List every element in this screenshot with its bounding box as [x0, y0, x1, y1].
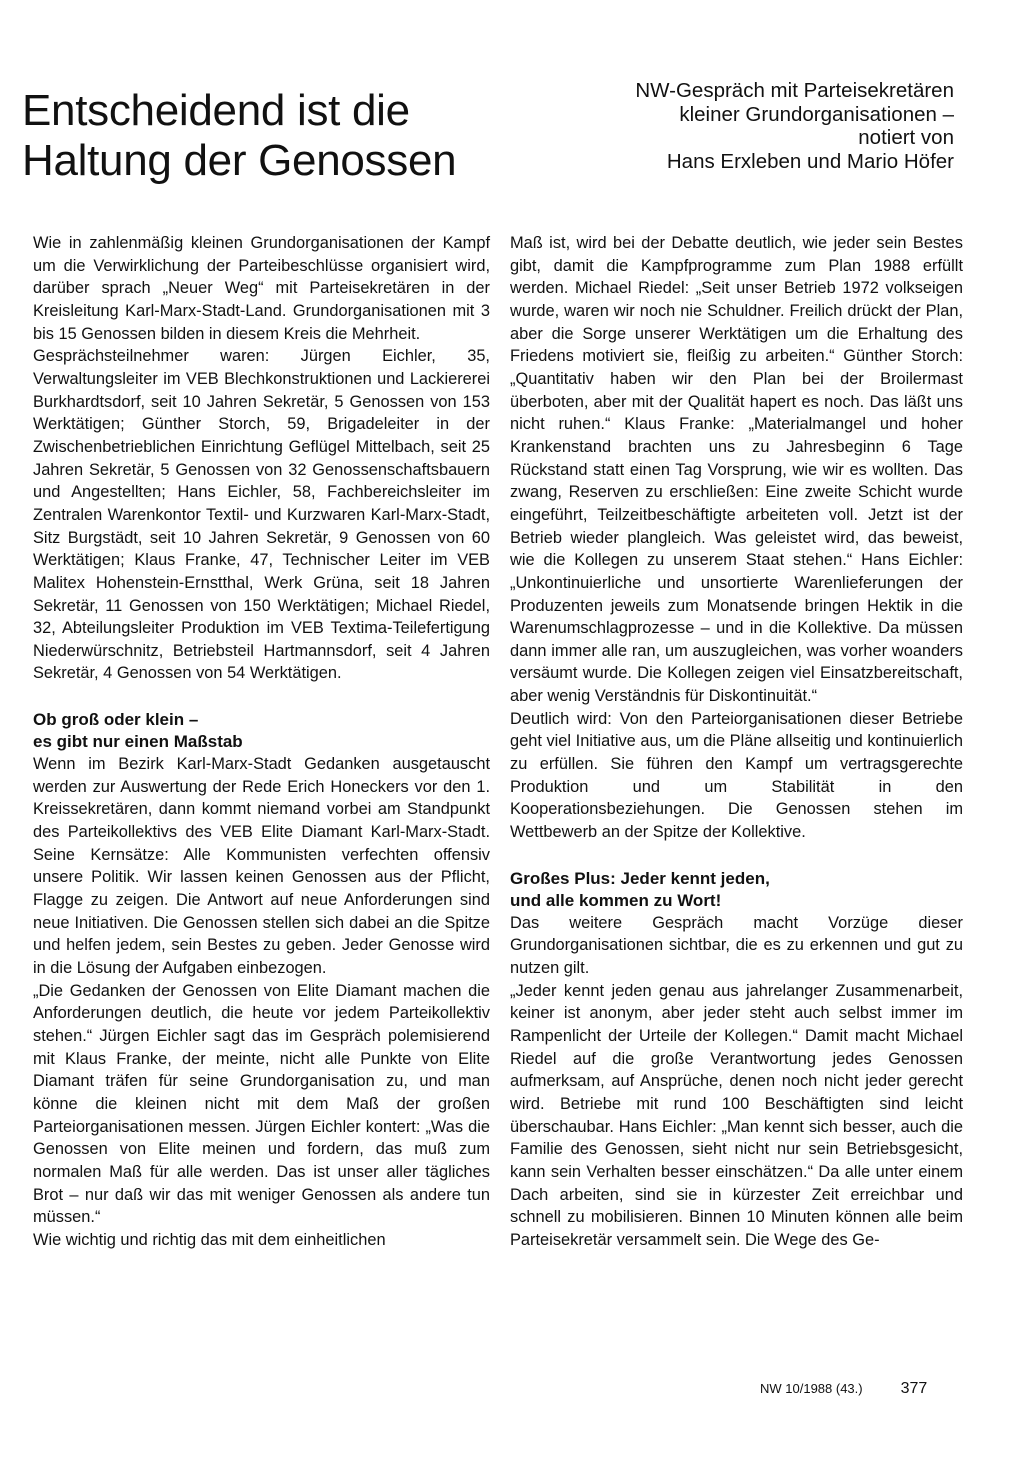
- participants-paragraph: Gesprächsteilnehmer waren: Jürgen Eichler, 35, Verwaltungsleiter im VEB Blechkonstruktionen und Lackiererei Burkhardtsdorf, seit 10 Jahren Sekretär, 5 Genossen von 153 Werktätigen; Günther Storch, 59, Brigadeleiter in der Zwischenbetrieblichen Einrichtung Geflügel Mittelbach, seit 25 Jahren Sekretär, 5 Genossen von 32 Genossenschaftsbauern und Angestellten; Hans Eichler, 58, Fachbereichsleiter im Zentralen Warenkontor Textil- und Kurzwaren Karl-Marx-Stadt, Sitz Burgstädt, seit 10 Jahren Sekretär, 9 Genossen von 60 Werktätigen; Klaus Franke, 47, Technischer Leiter im VEB Malitex Hohenstein-Ernstthal, Werk Grüna, seit 18 Jahren Sekretär, 11 Genossen von 150 Werktätigen; Michael Riedel, 32, Abteilungsleiter Produktion im VEB Textima-Teilefertigung Niederwürschnitz, Betriebsteil Hartmannsdorf, seit 4 Jahren Sekretär, 4 Genossen von 54 Werktätigen.: [33, 347, 490, 683]
- subtitle-line: NW-Gespräch mit Parteisekretären: [635, 79, 954, 102]
- article-title-line: Entscheidend ist die: [22, 86, 410, 135]
- section-heading: [33, 709, 490, 753]
- section-heading-line: es gibt nur einen Maßstab: [33, 732, 243, 752]
- subtitle-line: notiert von: [858, 126, 954, 149]
- section-heading-line: Ob groß oder klein –: [33, 710, 199, 730]
- article-subtitle: [514, 79, 954, 173]
- section-heading-line: Großes Plus: Jeder kennt jeden,: [510, 868, 770, 888]
- article-title-line: Haltung der Genossen: [22, 136, 457, 185]
- body-paragraph: Das weitere Gespräch macht Vorzüge dieser Grundorganisationen sichtbar, die es zu erkennen und gut zu nutzen gilt.: [510, 913, 963, 978]
- body-paragraph: Deutlich wird: Von den Parteiorganisationen dieser Betriebe geht viel Initiative aus, um die Pläne allseitig und kontinuierlich zu erfüllen. Sie führen den Kampf um vertragsgerechte Produktion und um Stabilität in den Kooperationsbeziehungen. Die Genossen stehen im Wettbewerb an der Spitze der Kollektive.: [510, 709, 963, 842]
- body-paragraph: „Jeder kennt jeden genau aus jahrelanger Zusammenarbeit, keiner ist anonym, aber jeder steht auch selbst immer im Rampenlicht der Urteile der Kollegen.“ Damit macht Michael Riedel auf die große Verantwortung jedes Genossen aufmerksam, auf Ansprüche, denen noch nicht jeder gerecht wird. Betriebe mit rund 100 Beschäftigten sind leicht überschaubar. Hans Eichler: „Man kennt sich besser, auch die Familie des Genossen, sieht nicht nur sein Betriebsgesicht, kann sein Verhalten besser einschätzen.“ Da alle unter einem Dach arbeiten, sind sie in kürzester Zeit erreichbar und schnell zu mobilisieren. Binnen 10 Minuten können alle beim Parteisekretär versammelt sein. Die Wege des Ge-: [510, 981, 963, 1249]
- issue-label: NW 10/1988 (43.): [760, 1381, 863, 1396]
- article-title: [22, 86, 502, 186]
- section-heading: [510, 868, 963, 912]
- body-paragraph: Wenn im Bezirk Karl-Marx-Stadt Gedanken ausgetauscht werden zur Auswertung der Rede Erich Honeckers vor den 1. Kreissekretären, dann kommt niemand vorbei am Standpunkt des Parteikollektivs des VEB Elite Diamant Karl-Marx-Stadt. Seine Kernsätze: Alle Kommunisten verfechten offensiv unsere Politik. Wir lassen keinen Genossen aus der Pflicht, Flagge zu zeigen. Die Antwort auf neue Anforderungen sind neue Initiativen. Die Genossen stellen sich dabei an die Spitze und helfen jedem, sein Bestes zu geben. Jeder Genosse wird in die Lösung der Aufgaben einbezogen.: [33, 755, 490, 978]
- subtitle-line: Hans Erxleben und Mario Höfer: [666, 149, 954, 173]
- body-paragraph: Maß ist, wird bei der Debatte deutlich, wie jeder sein Bestes gibt, damit die Kampfprogramme zum Plan 1988 erfüllt werden. Michael Riedel: „Seit unser Betrieb 1972 volkseigen wurde, waren wir noch nie Schuldner. Freilich drückt der Plan, aber die Sorge unserer Werktätigen um die Erhaltung des Friedens motiviert sie, fleißig zu arbeiten.“ Günther Storch: „Quantitativ haben wir den Plan bei der Broilermast überboten, aber mit der Qualität hapert es noch. Das läßt uns nicht ruhen.“ Klaus Franke: „Materialmangel und hoher Krankenstand brachten uns zu Jahresbeginn 6 Tage Rückstand statt einen Tag Vorsprung, wie wir es wollten. Das zwang, Reserven zu erschließen: Eine zweite Schicht wurde eingeführt, Teilzeitbeschäftigte arbeiteten voll. Jetzt ist der Betrieb wieder plangleich. Was geleistet wird, das beweist, wie die Kollegen zu unserem Staat stehen.“ Hans Eichler: „Unkontinuierliche und unsortierte Warenlieferungen der Produzenten jeweils zum Monatsende bringen Hektik in die Warenumschlagprozesse – und in die Kollektive. Da müssen dann immer alle ran, um auszugleichen, was vorher woanders versäumt wurde. Die Kollegen zeigen viel Einsatzbereitschaft, aber wenig Verständnis für Diskontinuität.“: [510, 234, 963, 706]
- section-heading-line: und alle kommen zu Wort!: [510, 890, 722, 910]
- right-column: [510, 232, 963, 1252]
- subtitle-line: kleiner Grundorganisationen –: [679, 102, 954, 126]
- intro-paragraph: Wie in zahlenmäßig kleinen Grundorganisationen der Kampf um die Verwirklichung der Parteibeschlüsse organisiert wird, darüber sprach „Neuer Weg“ mit Parteisekretären in der Kreisleitung Karl-Marx-Stadt-Land. Grundorganisationen mit 3 bis 15 Genossen bilden in diesem Kreis die Mehrheit.: [33, 234, 490, 343]
- body-paragraph: „Die Gedanken der Genossen von Elite Diamant machen die Anforderungen deutlich, die heute vor jedem Parteikollektiv stehen.“ Jürgen Eichler sagt das im Gespräch polemisierend mit Klaus Franke, der meinte, nicht alle Punkte von Elite Diamant träfen für seine Grundorganisation zu, und man könne die kleinen nicht mit dem Maß der großen Parteiorganisationen messen. Jürgen Eichler kontert: „Was die Genossen von Elite meinen und fordern, das muß zum normalen Maß für alle werden. Das ist unser aller tägliches Brot – nur daß wir das mit weniger Genossen als andere tun müssen.“: [33, 981, 490, 1227]
- left-column: [33, 232, 490, 1252]
- page-footer: [760, 1380, 980, 1398]
- page-number: 377: [900, 1380, 928, 1397]
- body-paragraph: Wie wichtig und richtig das mit dem einheitlichen: [33, 1230, 386, 1249]
